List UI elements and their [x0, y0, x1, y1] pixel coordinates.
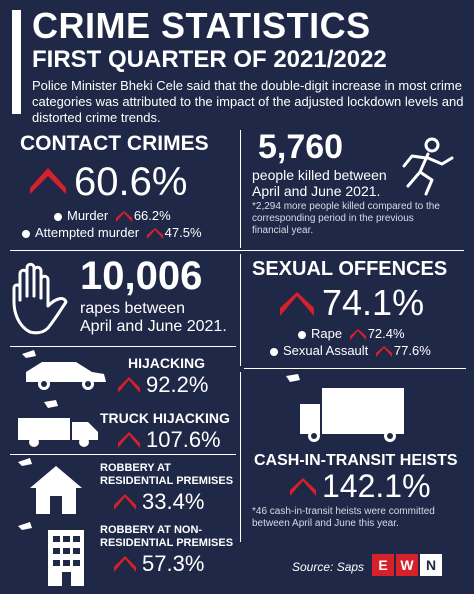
killed-note: *2,294 more people killed compared to the corresponding period in the previous financial year. [252, 201, 440, 236]
bullet-icon [22, 230, 30, 238]
up-arrow-icon [290, 478, 316, 496]
sexual-offences-title: SEXUAL OFFENCES [252, 258, 448, 280]
divider [240, 130, 241, 248]
intro-text: Police Minister Bheki Cele said that the double-digit increase in most crime categories was attributed to the impact of the adjusted lockdown levels and distorted crime trends. [32, 78, 464, 125]
residential-label-line1: ROBBERY AT [100, 462, 171, 474]
cit-value: 142.1% [322, 468, 431, 504]
source-text: Source: Saps [292, 560, 365, 574]
divider [10, 250, 464, 251]
rapes-text-2: April and June 2021. [80, 318, 227, 335]
header-accent-bar [12, 10, 21, 114]
hijacking-label: HIJACKING [128, 355, 206, 371]
logo-letter-w: W [396, 554, 418, 576]
attempted-murder-row [22, 225, 202, 240]
residential-label-line2: RESIDENTIAL PREMISES [100, 475, 234, 487]
page-subtitle: FIRST QUARTER OF 2021/2022 [32, 46, 387, 73]
sexual-assault-row [270, 343, 431, 358]
up-arrow-icon [116, 211, 132, 222]
divider [10, 346, 236, 347]
house-robbery-icon [16, 458, 96, 518]
residential-value: 33.4% [142, 489, 205, 514]
divider [240, 254, 241, 366]
up-arrow-icon [376, 346, 392, 357]
killed-text-1: people killed between [252, 167, 387, 183]
fallen-person-icon [398, 136, 458, 196]
contact-crimes-title: CONTACT CRIMES [20, 132, 209, 155]
up-arrow-icon [147, 228, 163, 239]
truck-hijacking-label: TRUCK HIJACKING [100, 410, 230, 426]
cit-title: CASH-IN-TRANSIT HEISTS [254, 452, 458, 469]
nonres-value: 57.3% [142, 551, 205, 576]
cit-note: *46 cash-in-transit heists were committed between April and June this year. [252, 506, 435, 529]
killed-number: 5,760 [258, 128, 344, 166]
up-arrow-icon [30, 168, 66, 194]
nonres-label-line2: RESIDENTIAL PREMISES [100, 537, 234, 549]
rape-row [298, 326, 405, 341]
rapes-number: 10,006 [80, 254, 203, 298]
logo-letter-e: E [372, 554, 394, 576]
truck-hijacking-value: 107.6% [146, 427, 221, 452]
sexual-assault-value: 77.6% [393, 343, 431, 358]
nonres-label [100, 524, 233, 550]
truck-hijack-icon [14, 400, 110, 448]
building-robbery-icon [16, 522, 96, 588]
sexual-assault-label: Sexual Assault [283, 343, 369, 358]
residential-label [100, 462, 233, 488]
murder-value: 66.2% [133, 208, 171, 223]
rape-value: 72.4% [367, 326, 405, 341]
contact-crimes-value: 60.6% [74, 160, 188, 204]
sexual-offences-value: 74.1% [322, 282, 425, 323]
page-title: CRIME STATISTICS [32, 5, 371, 46]
killed-text-2: April and June 2021. [252, 183, 381, 199]
attempted-murder-label: Attempted murder [35, 225, 140, 240]
divider [244, 368, 466, 369]
murder-row [54, 208, 171, 223]
bullet-icon [54, 213, 62, 221]
up-arrow-icon [118, 432, 140, 448]
up-arrow-icon [118, 377, 140, 393]
up-arrow-icon [350, 329, 366, 340]
up-arrow-icon [114, 494, 136, 510]
bullet-icon [298, 331, 306, 339]
hand-icon [8, 262, 74, 338]
rape-label: Rape [311, 326, 343, 341]
ewn-logo [372, 554, 442, 576]
attempted-murder-value: 47.5% [164, 225, 202, 240]
car-hijack-icon [20, 348, 110, 396]
murder-label: Murder [67, 208, 109, 223]
rapes-text-1: rapes between [80, 300, 185, 317]
up-arrow-icon [114, 556, 136, 572]
up-arrow-icon [280, 292, 314, 316]
hijacking-value: 92.2% [146, 372, 209, 397]
divider [10, 454, 236, 455]
cash-van-icon [286, 374, 416, 446]
logo-letter-n: N [420, 554, 442, 576]
nonres-label-line1: ROBBERY AT NON- [100, 524, 203, 536]
bullet-icon [270, 348, 278, 356]
divider [240, 372, 241, 542]
